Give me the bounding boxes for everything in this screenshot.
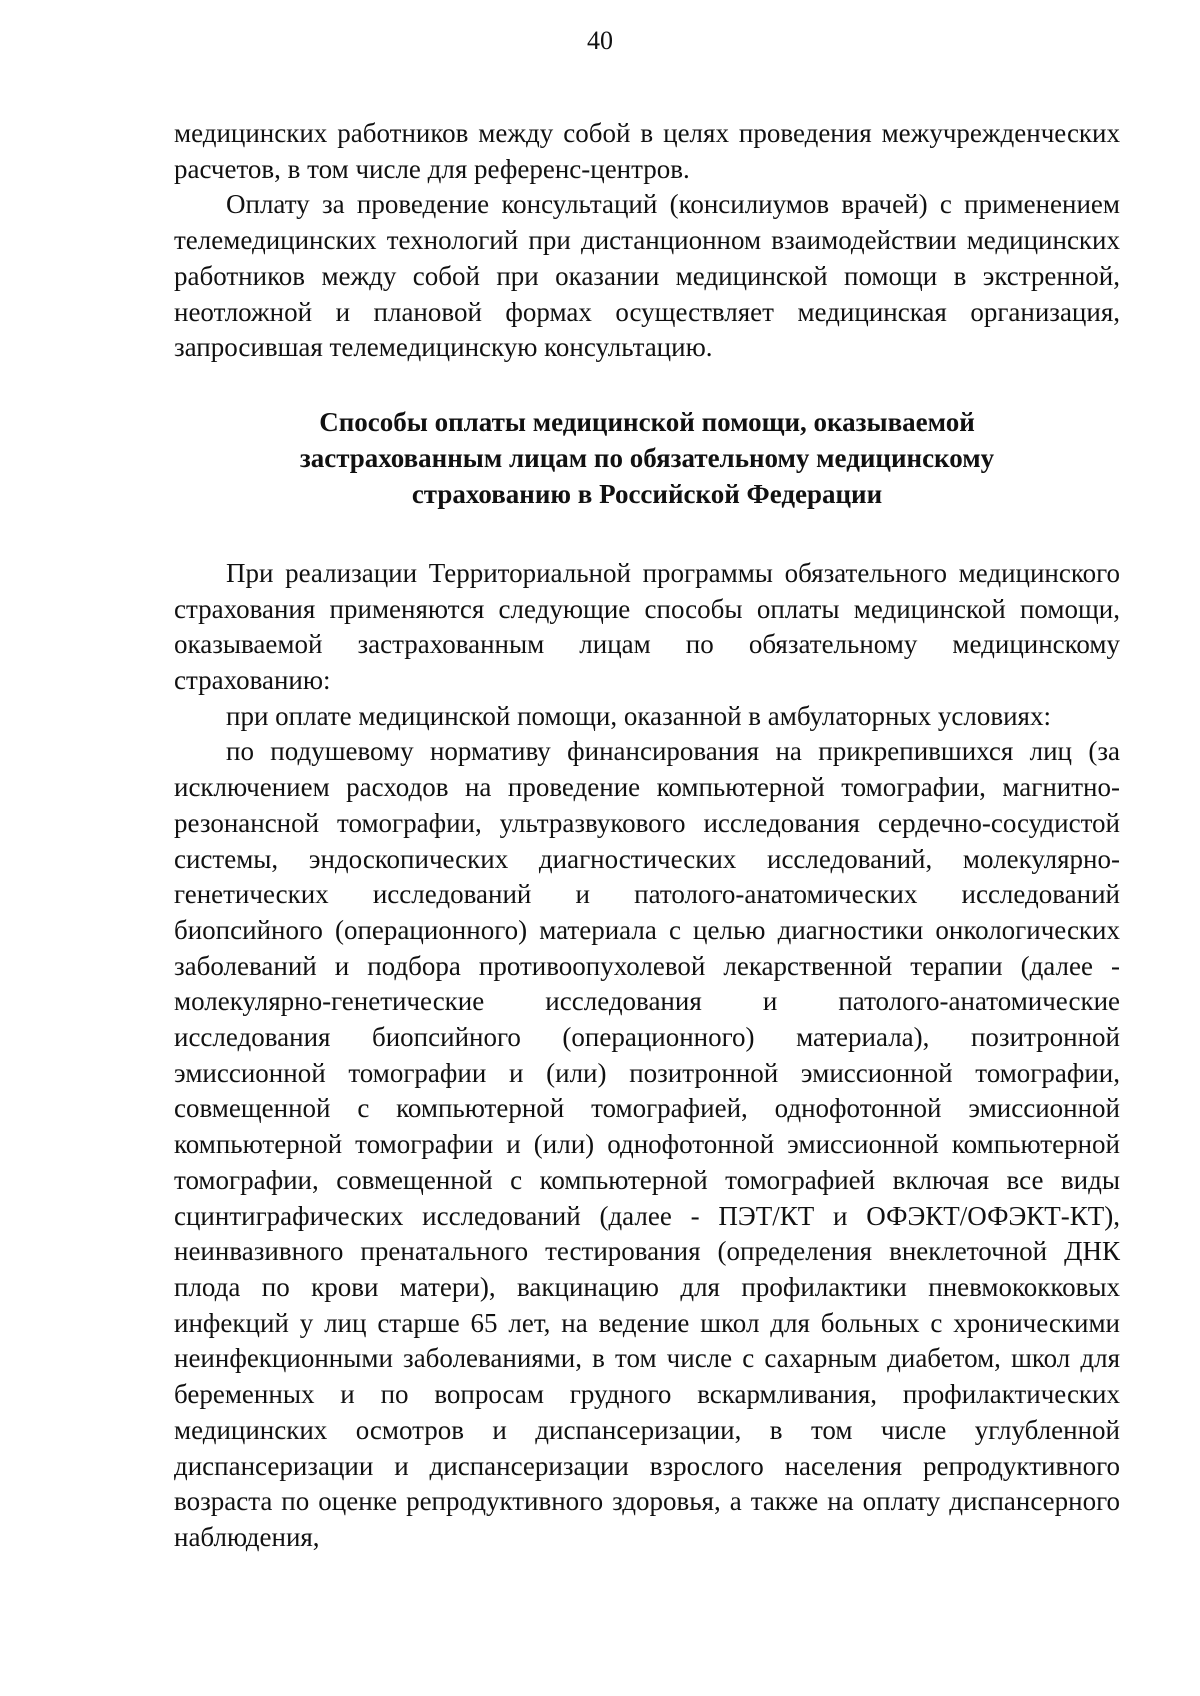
- paragraph-continuation: медицинских работников между собой в целях проведения межучрежденческих расчетов, в том числе для референс-центров.: [174, 118, 1120, 184]
- paragraph-per-capita-standard: по подушевому нормативу финансирования на прикрепившихся лиц (за исключением расходов на проведение компьютерной томографии, магнитно-резонансной томографии, ультразвукового исследования сердечно-сосудистой системы, эндоскопических диагностических исследований, молекулярно-генетических исследований и патолого-анатомических исследований биопсийного (операционного) материала с целью диагностики онкологических заболеваний и подбора противоопухолевой лекарственной терапии (далее - молекулярно-генетические исследования и патолого-анатомические исследования биопсийного (операционного) материала), позитронной эмиссионной томографии и (или) позитронной эмиссионной томографии, совмещенной с компьютерной томографией, однофотонной эмиссионной компьютерной томографии и (или) однофотонной эмиссионной компьютерной томографии, совмещенной с компьютерной томографией включая все виды сцинтиграфических исследований (далее - ПЭТ/КТ и ОФЭКТ/ОФЭКТ-КТ), неинвазивного пренатального тестирования (определения внеклеточной ДНК плода по крови матери), вакцинацию для профилактики пневмококковых инфекций у лиц старше 65 лет, на ведение школ для больных с хроническими неинфекционными заболеваниями, в том числе с сахарным диабетом, школ для беременных и по вопросам грудного вскармливания, профилактических медицинских осмотров и диспансеризации, в том числе углубленной диспансеризации и диспансеризации взрослого населения репродуктивного возраста по оценке репродуктивного здоровья, а также на оплату диспансерного наблюдения,: [174, 736, 1120, 1552]
- section-heading-line-3: страхованию в Российской Федерации: [411, 478, 883, 509]
- section-heading: [174, 404, 1120, 512]
- paragraph-telemedicine-payment: Оплату за проведение консультаций (консилиумов врачей) с применением телемедицинских технологий при дистанционном взаимодействии медицинских работников между собой при оказании медицинской помощи в экстренной, неотложной и плановой формах осуществляет медицинская организация, запросившая телемедицинскую консультацию.: [174, 189, 1120, 363]
- section-heading-line-2: застрахованным лицам по обязательному медицинскому: [299, 442, 995, 473]
- paragraph-payment-methods-intro: При реализации Территориальной программы обязательного медицинского страхования применяются следующие способы оплаты медицинской помощи, оказываемой застрахованным лицам по обязательному медицинскому страхованию:: [174, 557, 1120, 696]
- document-body: [174, 116, 1120, 1556]
- page-number: 40: [587, 26, 613, 55]
- paragraph-outpatient-payment: при оплате медицинской помощи, оказанной в амбулаторных условиях:: [226, 700, 1051, 731]
- section-heading-line-1: Способы оплаты медицинской помощи, оказываемой: [319, 406, 975, 437]
